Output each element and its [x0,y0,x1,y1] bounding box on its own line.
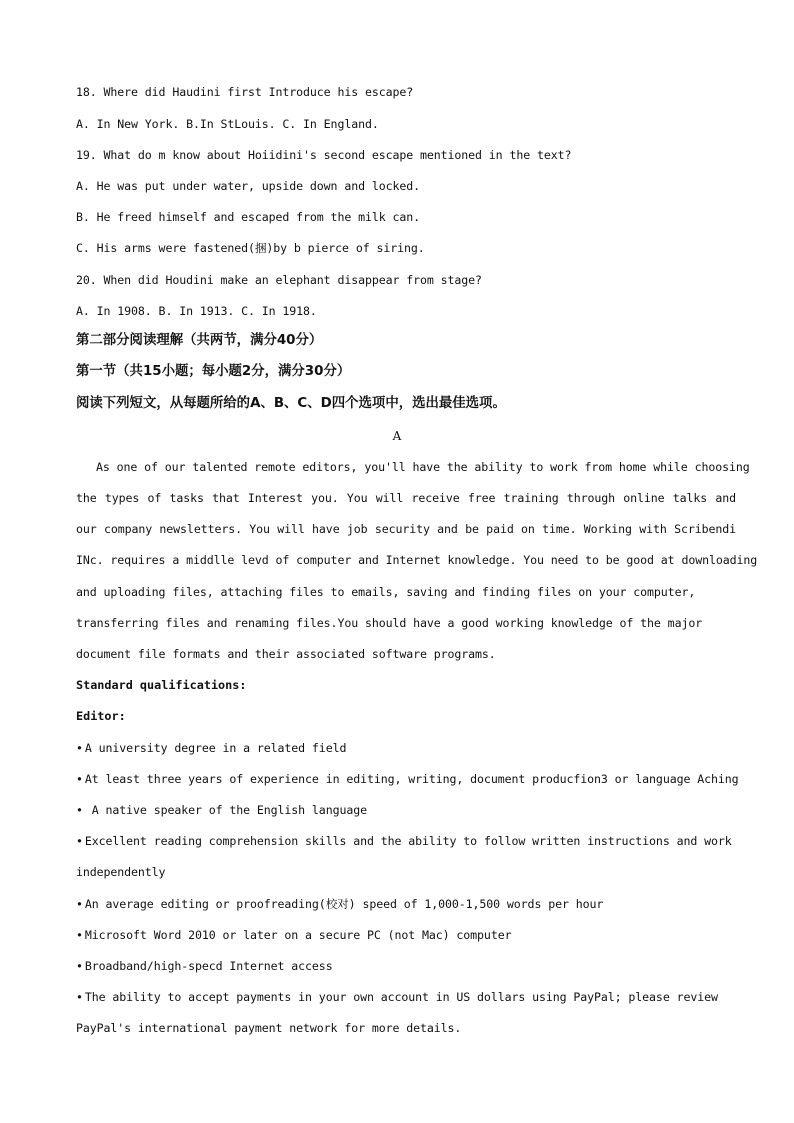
qualification-item [76,927,736,943]
qualification-text: At least three years of experience in editing, writing, document producfion3 or language Aching [84,772,739,786]
paragraph-line: our company newsletters. You will have job security and be paid on time. Working with Scribendi [76,522,736,536]
passage-letter: A [392,429,402,443]
reading-instruction: 阅读下列短文，从每题所给的A、B、C、D四个选项中，选出最佳选项。 [76,396,506,411]
qualification-text: The ability to accept payments in your own account in US dollars using PayPal; please review [84,990,718,1004]
qualification-item [76,833,736,849]
qualification-item [76,896,736,912]
qualification-item [76,771,739,787]
qualification-text: A native speaker of the English language [84,803,367,817]
question-18-stem: 18. Where did Haudini first Introduce his escape? [76,85,414,99]
qualification-continuation: PayPal's international payment network for more details. [76,1021,462,1035]
bullet-icon: • [76,928,83,942]
bullet-icon: • [76,803,83,817]
qualification-item [76,989,736,1005]
qualifications-heading: Standard qualifications: [76,678,247,692]
paragraph-line: document file formats and their associated software programs. [76,647,496,661]
part-two-title: 第二部分阅读理解（共两节，满分40分） [76,333,323,348]
question-19-option-b: B. He freed himself and escaped from the milk can. [76,210,421,224]
qualification-item [76,958,736,974]
qualification-text: An average editing or proofreading(校对) speed of 1,000-1,500 words per hour [84,897,604,911]
question-20-options: A. In 1908. B. In 1913. C. In 1918. [76,304,317,318]
question-19-option-a: A. He was put under water, upside down and locked. [76,179,421,193]
paragraph-line: transferring files and renaming files.You should have a good working knowledge of the major [76,616,703,630]
paragraph-line: As one of our talented remote editors, you'll have the ability to work from home while choosing [96,460,750,474]
qualification-text: Microsoft Word 2010 or later on a secure PC (not Mac) computer [84,928,512,942]
section-one-title: 第一节（共15小题；每小题2分，满分30分） [76,364,351,379]
question-19-option-c: C. His arms were fastened(捆)by b pierce of siring. [76,241,425,255]
qualification-text: A university degree in a related field [84,741,347,755]
qualification-continuation: independently [76,865,166,879]
bullet-icon: • [76,897,83,911]
question-20-stem: 20. When did Houdini make an elephant disappear from stage? [76,273,482,287]
bullet-icon: • [76,741,83,755]
bullet-icon: • [76,834,83,848]
qualification-item [76,740,736,756]
qualification-item [76,802,736,818]
bullet-icon: • [76,990,83,1004]
editor-heading: Editor: [76,709,126,723]
qualification-text: Excellent reading comprehension skills and the ability to follow written instructions and work [84,834,732,848]
paragraph-line: INc. requires a middlle levd of computer and Internet knowledge. You need to be good at downloading [76,553,758,567]
qualification-text: Broadband/high-specd Internet access [84,959,333,973]
question-19-stem: 19. What do m know about Hoiidini's second escape mentioned in the text? [76,148,572,162]
paragraph-line: the types of tasks that Interest you. You will receive free training through online talks and [76,491,736,505]
paragraph-line: and uploading files, attaching files to emails, saving and finding files on your computer, [76,585,696,599]
bullet-icon: • [76,959,83,973]
bullet-icon: • [76,772,83,786]
question-18-options: A. In New York. B.In StLouis. C. In England. [76,117,379,131]
